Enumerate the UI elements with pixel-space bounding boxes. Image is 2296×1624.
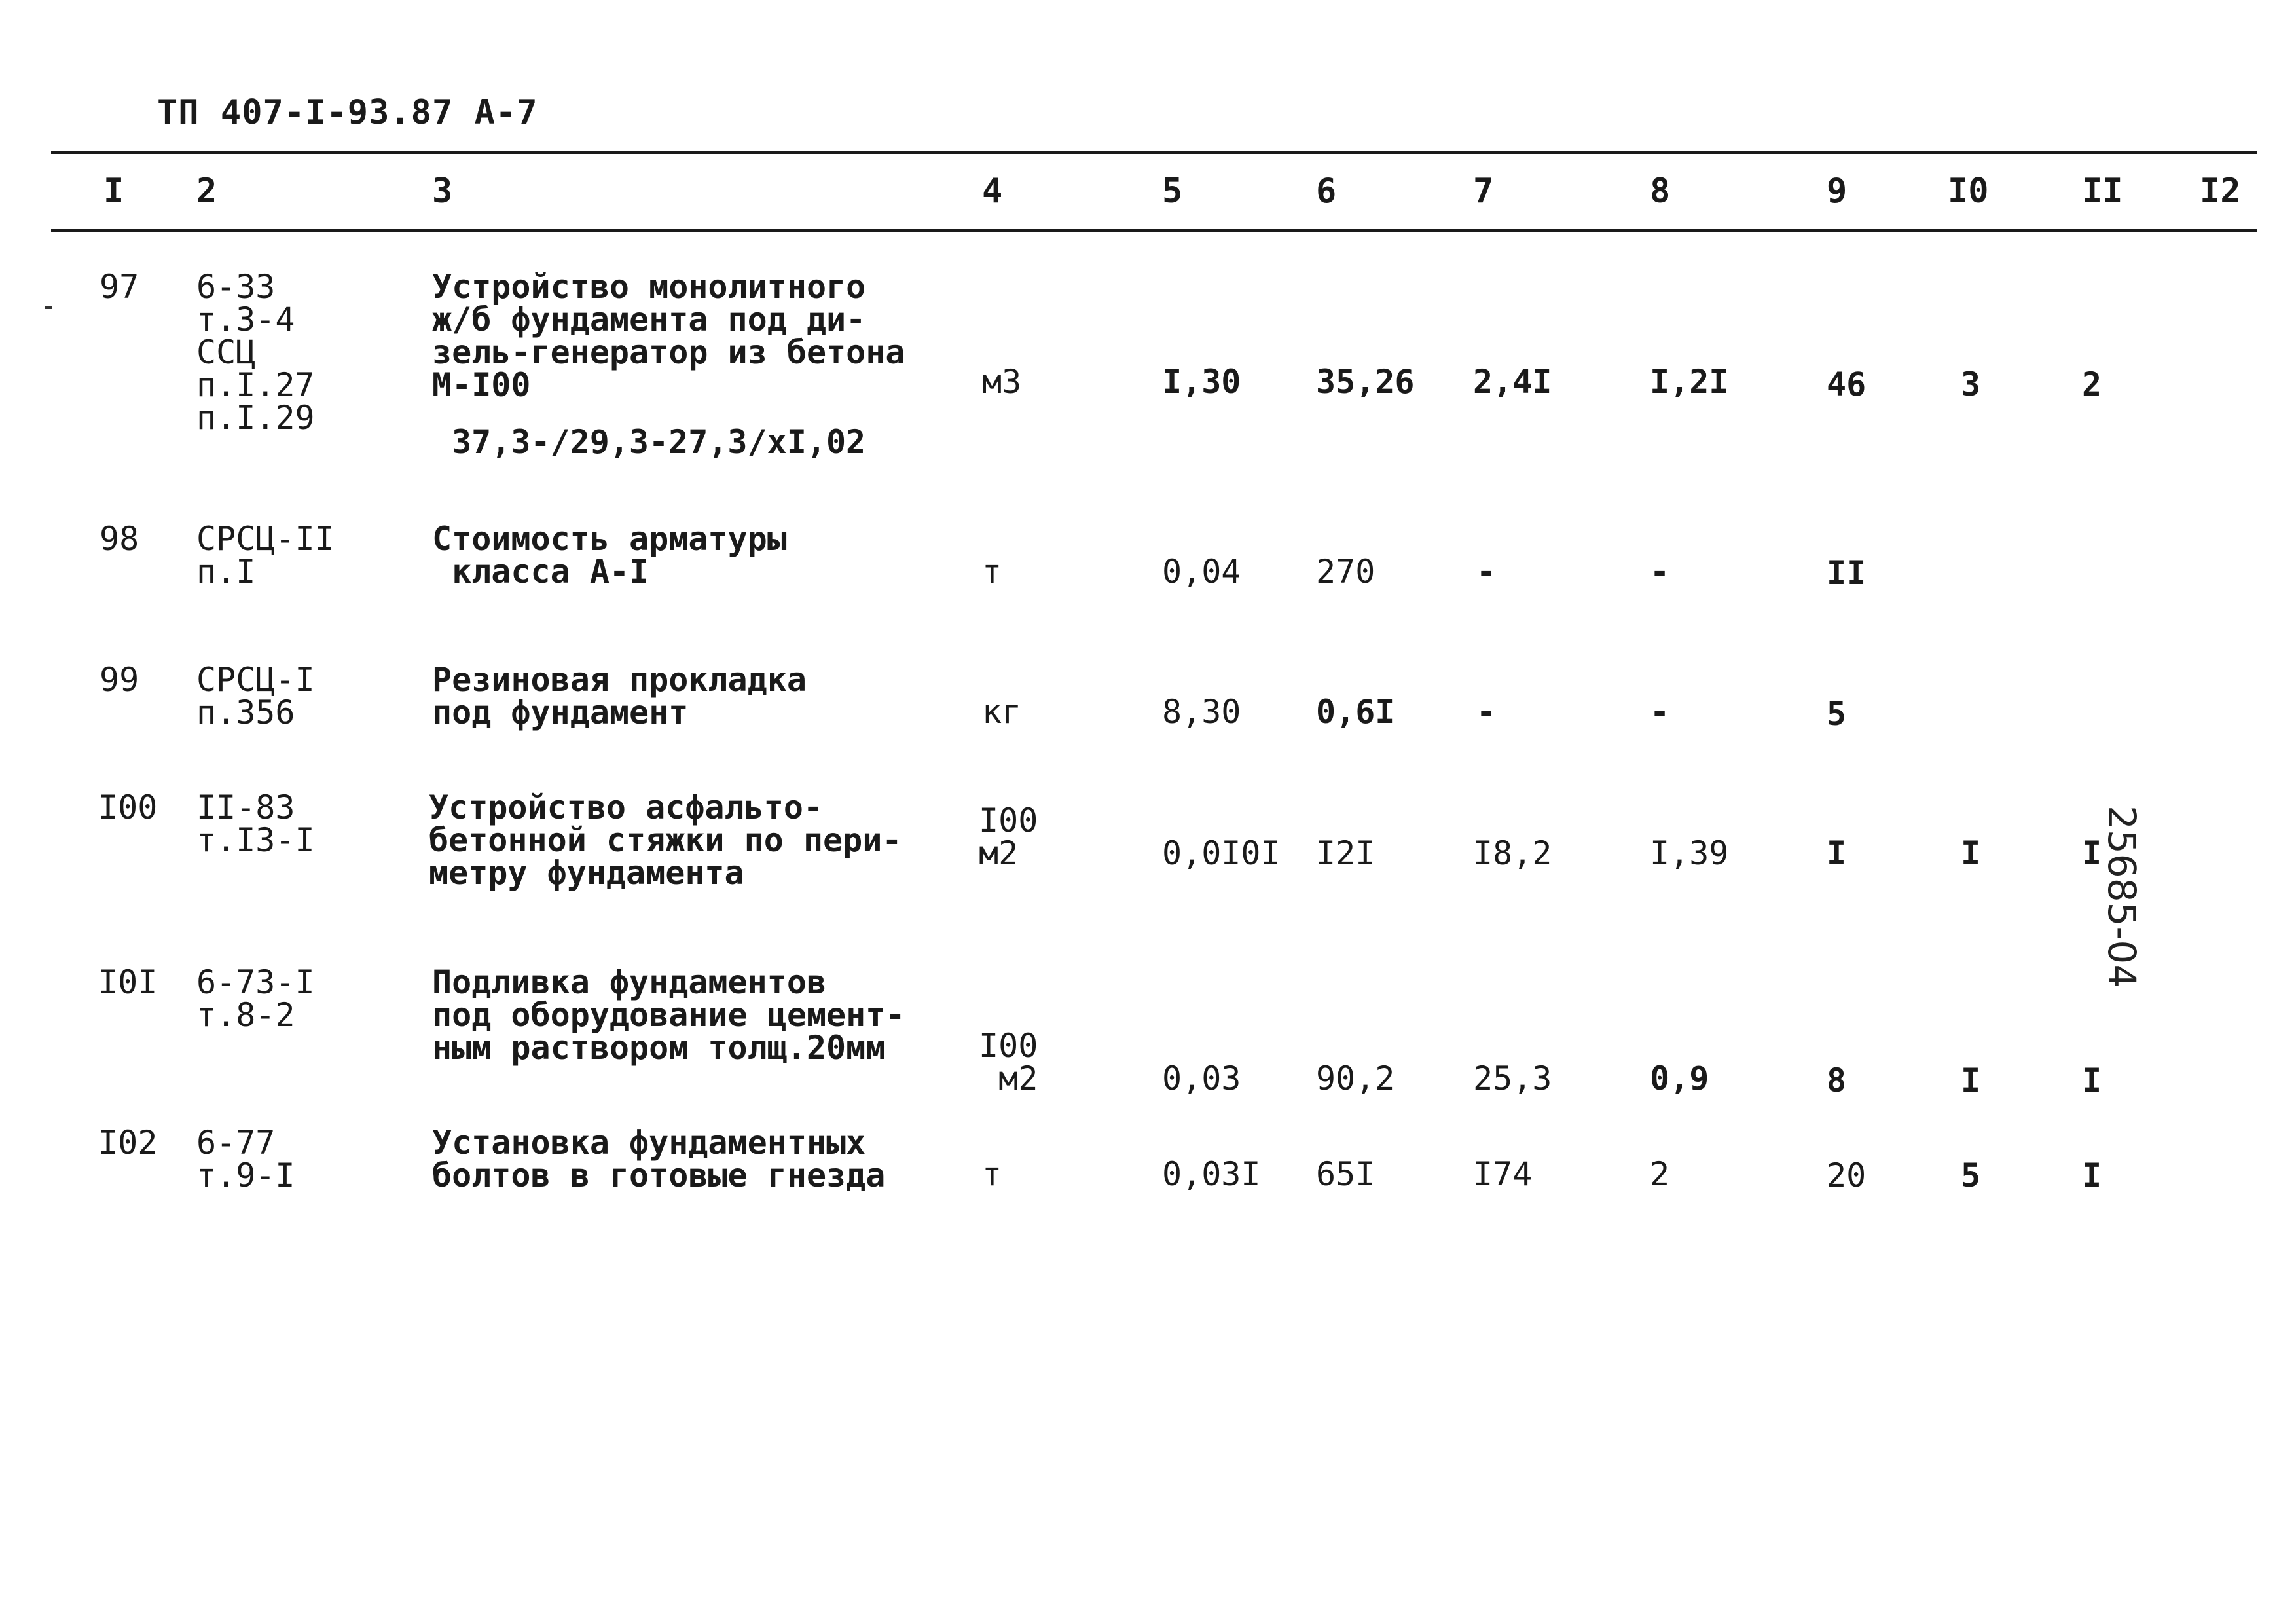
row-98-col6: 270 <box>1316 553 1376 591</box>
row-102-col7: I74 <box>1473 1155 1533 1193</box>
column-header-12: I2 <box>2200 172 2241 211</box>
row-100-col9: I <box>1827 834 1847 872</box>
row-102-unit: т <box>982 1155 1002 1193</box>
row-99-unit: кг <box>982 693 1022 731</box>
row-100-code: II-83 т.I3-I <box>196 788 315 859</box>
row-99-number: 99 <box>100 661 139 699</box>
row-100-number: I00 <box>98 788 158 826</box>
row-97-col8: I,2I <box>1650 363 1729 401</box>
column-header-10: I0 <box>1948 172 1989 211</box>
row-100-col6: I2I <box>1316 834 1376 872</box>
row-101-description: Подливка фундаментов под оборудование цемент- ным раствором толщ.20мм <box>432 963 905 1067</box>
table-top-rule <box>51 151 2257 154</box>
column-header-8: 8 <box>1650 172 1671 211</box>
row-99-description: Резиновая прокладка под фундамент <box>432 661 807 731</box>
row-102-col8: 2 <box>1650 1155 1670 1193</box>
row-99-quantity: 8,30 <box>1162 693 1241 731</box>
row-101-number: I0I <box>98 963 158 1001</box>
row-97-number: 97 <box>100 268 139 306</box>
row-98-col9: II <box>1827 554 1867 592</box>
row-100-col11: I <box>2082 834 2102 872</box>
row-99-col8: - <box>1650 693 1670 731</box>
row-101-col7: 25,3 <box>1473 1060 1552 1098</box>
row-100-col10: I <box>1961 834 1981 872</box>
row-98-col7: - <box>1476 553 1497 591</box>
row-100-unit: I00 м2 <box>979 802 1038 872</box>
handwritten-margin-note: 25685-04 <box>2100 805 2144 989</box>
column-header-3: 3 <box>432 172 453 211</box>
row-102-description: Установка фундаментных болтов в готовые гнезда <box>432 1124 886 1194</box>
row-98-unit: т <box>982 553 1002 591</box>
column-header-11: II <box>2082 172 2123 211</box>
column-header-2: 2 <box>196 172 217 211</box>
row-97-col9: 46 <box>1827 365 1867 403</box>
row-102-col9: 20 <box>1827 1156 1867 1194</box>
row-101-col11: I <box>2082 1061 2102 1099</box>
row-100-description: Устройство асфальто- бетонной стяжки по пери- метру фундамента <box>429 788 902 892</box>
row-97-quantity: I,30 <box>1162 363 1241 401</box>
row-98-code: СРСЦ-II п.I <box>196 520 335 591</box>
row-102-col10: 5 <box>1961 1156 1981 1194</box>
scan-speck <box>45 306 52 309</box>
row-97-col11: 2 <box>2082 365 2102 403</box>
column-header-7: 7 <box>1473 172 1494 211</box>
column-header-5: 5 <box>1162 172 1183 211</box>
column-header-9: 9 <box>1827 172 1848 211</box>
row-101-col8: 0,9 <box>1650 1060 1709 1098</box>
row-102-col11: I <box>2082 1156 2102 1194</box>
row-99-col9: 5 <box>1827 695 1847 733</box>
column-header-6: 6 <box>1316 172 1337 211</box>
row-100-col7: I8,2 <box>1473 834 1552 872</box>
row-99-col6: 0,6I <box>1316 693 1395 731</box>
row-99-code: СРСЦ-I п.356 <box>196 661 315 731</box>
row-97-description: Устройство монолитного ж/б фундамента под ди- зель-генератор из бетона М-I00 <box>432 268 905 404</box>
row-101-code: 6-73-I т.8-2 <box>196 963 315 1034</box>
row-101-col6: 90,2 <box>1316 1060 1395 1098</box>
row-97-calculation: 37,3-/29,3-27,3/хI,02 <box>452 423 866 461</box>
row-98-col8: - <box>1650 553 1670 591</box>
row-101-quantity: 0,03 <box>1162 1060 1241 1098</box>
row-97-unit: м3 <box>982 363 1022 401</box>
row-102-code: 6-77 т.9-I <box>196 1124 295 1194</box>
row-97-col7: 2,4I <box>1473 363 1552 401</box>
table-header-rule <box>51 229 2257 232</box>
row-98-quantity: 0,04 <box>1162 553 1241 591</box>
row-102-quantity: 0,03I <box>1162 1155 1261 1193</box>
row-97-col10: 3 <box>1961 365 1981 403</box>
row-97-col6: 35,26 <box>1316 363 1415 401</box>
row-100-quantity: 0,0I0I <box>1162 834 1281 872</box>
row-101-col9: 8 <box>1827 1061 1847 1099</box>
row-98-description: Стоимость арматуры класса А-I <box>432 520 787 591</box>
row-102-number: I02 <box>98 1124 158 1162</box>
row-98-number: 98 <box>100 520 139 558</box>
row-101-unit: I00 м2 <box>979 1027 1038 1098</box>
column-header-1: I <box>103 172 124 211</box>
row-102-col6: 65I <box>1316 1155 1376 1193</box>
row-100-col8: I,39 <box>1650 834 1729 872</box>
row-97-code: 6-33 т.3-4 ССЦ п.I.27 п.I.29 <box>196 268 315 437</box>
row-99-col7: - <box>1476 693 1497 731</box>
row-101-col10: I <box>1961 1061 1981 1099</box>
document-code: ТП 407-I-93.87 А-7 <box>157 93 538 132</box>
column-header-4: 4 <box>982 172 1003 211</box>
